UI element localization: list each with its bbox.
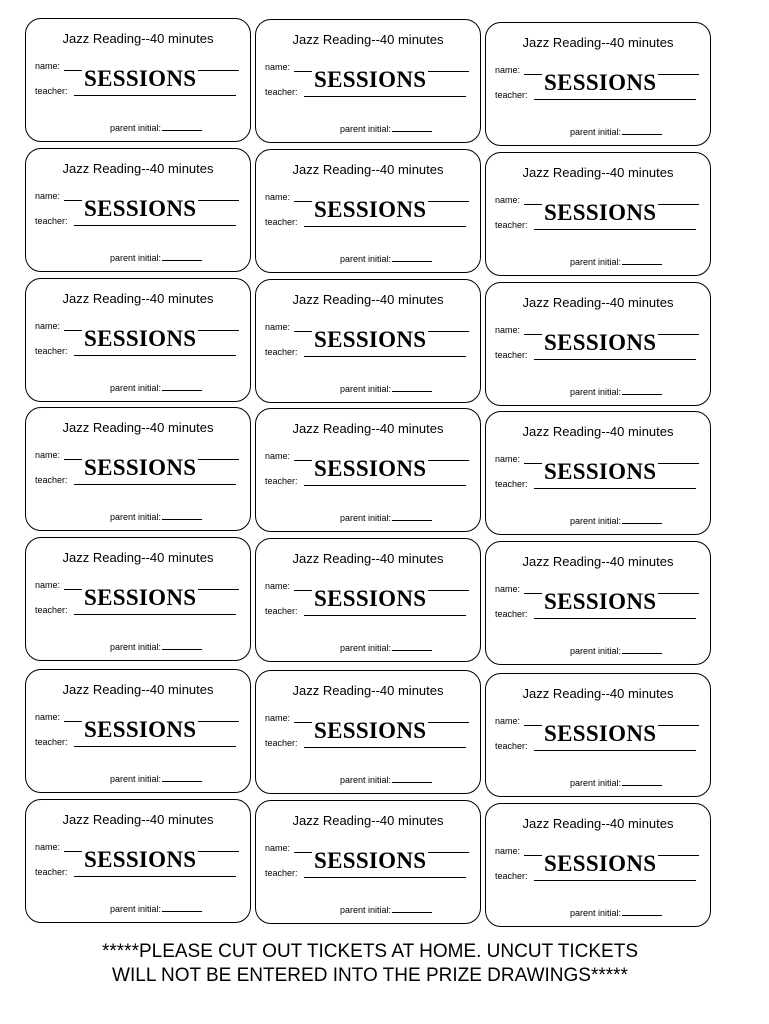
- parent-initial-row: [256, 384, 480, 394]
- sessions-stamp: SESSIONS: [84, 455, 197, 480]
- sessions-stamp: SESSIONS: [544, 330, 657, 355]
- reading-ticket: [25, 18, 251, 142]
- parent-initial-row: [256, 124, 480, 134]
- teacher-field-line[interactable]: [534, 618, 696, 619]
- teacher-field-line[interactable]: [534, 750, 696, 751]
- parent-initial-row: [486, 516, 710, 526]
- parent-initial-line[interactable]: [622, 653, 662, 654]
- name-label: name:: [265, 192, 291, 202]
- sessions-stamp: SESSIONS: [84, 196, 197, 221]
- reading-ticket: [25, 669, 251, 793]
- parent-initial-row: [26, 774, 250, 784]
- name-label: name:: [35, 580, 61, 590]
- parent-initial-row: [26, 383, 250, 393]
- teacher-label: teacher:: [495, 741, 528, 751]
- sessions-stamp: SESSIONS: [544, 459, 657, 484]
- sessions-stamp: SESSIONS: [314, 586, 427, 611]
- teacher-field-line[interactable]: [74, 355, 236, 356]
- teacher-label: teacher:: [265, 347, 298, 357]
- name-label: name:: [265, 451, 291, 461]
- ticket-title: Jazz Reading--40 minutes: [292, 292, 444, 307]
- parent-initial-line[interactable]: [392, 912, 432, 913]
- parent-initial-line[interactable]: [622, 134, 662, 135]
- sessions-stamp: SESSIONS: [544, 200, 657, 225]
- parent-initial-line[interactable]: [392, 131, 432, 132]
- sessions-stamp: SESSIONS: [84, 66, 197, 91]
- teacher-field-line[interactable]: [304, 226, 466, 227]
- parent-initial-line[interactable]: [162, 911, 202, 912]
- reading-ticket: [485, 282, 711, 406]
- parent-initial-line[interactable]: [622, 915, 662, 916]
- teacher-label: teacher:: [35, 867, 68, 877]
- ticket-title: Jazz Reading--40 minutes: [522, 165, 674, 180]
- parent-initial-label: parent initial:: [109, 123, 162, 133]
- parent-initial-row: [486, 387, 710, 397]
- parent-initial-line[interactable]: [392, 261, 432, 262]
- reading-ticket: [25, 278, 251, 402]
- sessions-stamp: SESSIONS: [544, 589, 657, 614]
- sessions-stamp: SESSIONS: [314, 197, 427, 222]
- parent-initial-row: [256, 513, 480, 523]
- ticket-title: Jazz Reading--40 minutes: [292, 683, 444, 698]
- teacher-field-line[interactable]: [304, 877, 466, 878]
- ticket-title: Jazz Reading--40 minutes: [62, 420, 214, 435]
- parent-initial-row: [256, 905, 480, 915]
- ticket-title: Jazz Reading--40 minutes: [62, 161, 214, 176]
- reading-ticket: [255, 538, 481, 662]
- reading-ticket: [255, 800, 481, 924]
- teacher-field-line[interactable]: [534, 488, 696, 489]
- reading-ticket: [485, 673, 711, 797]
- parent-initial-row: [26, 642, 250, 652]
- teacher-label: teacher:: [265, 217, 298, 227]
- parent-initial-line[interactable]: [162, 260, 202, 261]
- teacher-label: teacher:: [35, 346, 68, 356]
- parent-initial-row: [26, 123, 250, 133]
- ticket-title: Jazz Reading--40 minutes: [62, 812, 214, 827]
- name-label: name:: [265, 843, 291, 853]
- teacher-label: teacher:: [35, 216, 68, 226]
- parent-initial-line[interactable]: [162, 781, 202, 782]
- reading-ticket: [25, 799, 251, 923]
- teacher-label: teacher:: [265, 476, 298, 486]
- parent-initial-row: [486, 778, 710, 788]
- parent-initial-label: parent initial:: [339, 775, 392, 785]
- parent-initial-label: parent initial:: [339, 254, 392, 264]
- sessions-stamp: SESSIONS: [84, 326, 197, 351]
- name-label: name:: [265, 62, 291, 72]
- reading-ticket: [485, 152, 711, 276]
- parent-initial-row: [256, 643, 480, 653]
- reading-ticket: [25, 407, 251, 531]
- reading-ticket: [255, 149, 481, 273]
- teacher-field-line[interactable]: [304, 356, 466, 357]
- teacher-field-line[interactable]: [304, 615, 466, 616]
- parent-initial-line[interactable]: [392, 520, 432, 521]
- parent-initial-label: parent initial:: [109, 904, 162, 914]
- ticket-title: Jazz Reading--40 minutes: [292, 551, 444, 566]
- teacher-field-line[interactable]: [534, 99, 696, 100]
- parent-initial-label: parent initial:: [109, 383, 162, 393]
- parent-initial-row: [486, 908, 710, 918]
- parent-initial-label: parent initial:: [339, 124, 392, 134]
- teacher-field-line[interactable]: [74, 876, 236, 877]
- sessions-stamp: SESSIONS: [544, 70, 657, 95]
- name-label: name:: [35, 321, 61, 331]
- name-label: name:: [265, 713, 291, 723]
- ticket-title: Jazz Reading--40 minutes: [522, 816, 674, 831]
- parent-initial-label: parent initial:: [569, 127, 622, 137]
- cut-out-notice: *****PLEASE CUT OUT TICKETS AT HOME. UNCUT TICKETS WILL NOT BE ENTERED INTO THE PRIZE DRAWINGS*****: [102, 941, 638, 986]
- parent-initial-label: parent initial:: [339, 513, 392, 523]
- parent-initial-label: parent initial:: [569, 778, 622, 788]
- teacher-label: teacher:: [265, 738, 298, 748]
- name-label: name:: [265, 581, 291, 591]
- teacher-field-line[interactable]: [74, 746, 236, 747]
- parent-initial-line[interactable]: [162, 519, 202, 520]
- name-label: name:: [495, 846, 521, 856]
- name-label: name:: [35, 191, 61, 201]
- parent-initial-line[interactable]: [622, 264, 662, 265]
- sessions-stamp: SESSIONS: [314, 848, 427, 873]
- parent-initial-line[interactable]: [622, 523, 662, 524]
- reading-ticket: [485, 411, 711, 535]
- ticket-title: Jazz Reading--40 minutes: [522, 295, 674, 310]
- parent-initial-label: parent initial:: [109, 253, 162, 263]
- parent-initial-line[interactable]: [392, 391, 432, 392]
- parent-initial-line[interactable]: [162, 130, 202, 131]
- sessions-stamp: SESSIONS: [84, 717, 197, 742]
- name-label: name:: [495, 454, 521, 464]
- ticket-title: Jazz Reading--40 minutes: [522, 424, 674, 439]
- sessions-stamp: SESSIONS: [84, 847, 197, 872]
- teacher-label: teacher:: [495, 871, 528, 881]
- teacher-label: teacher:: [35, 475, 68, 485]
- name-label: name:: [495, 584, 521, 594]
- parent-initial-row: [26, 904, 250, 914]
- reading-ticket: [485, 803, 711, 927]
- reading-ticket: [255, 408, 481, 532]
- parent-initial-label: parent initial:: [339, 643, 392, 653]
- teacher-field-line[interactable]: [74, 484, 236, 485]
- parent-initial-label: parent initial:: [109, 774, 162, 784]
- parent-initial-row: [486, 646, 710, 656]
- name-label: name:: [35, 450, 61, 460]
- ticket-title: Jazz Reading--40 minutes: [522, 35, 674, 50]
- sessions-stamp: SESSIONS: [314, 327, 427, 352]
- sessions-stamp: SESSIONS: [544, 851, 657, 876]
- sessions-stamp: SESSIONS: [544, 721, 657, 746]
- name-label: name:: [35, 61, 61, 71]
- name-label: name:: [35, 842, 61, 852]
- teacher-field-line[interactable]: [74, 95, 236, 96]
- parent-initial-label: parent initial:: [569, 908, 622, 918]
- teacher-label: teacher:: [265, 606, 298, 616]
- teacher-field-line[interactable]: [304, 485, 466, 486]
- teacher-field-line[interactable]: [534, 359, 696, 360]
- teacher-label: teacher:: [495, 609, 528, 619]
- ticket-title: Jazz Reading--40 minutes: [292, 162, 444, 177]
- ticket-title: Jazz Reading--40 minutes: [62, 682, 214, 697]
- parent-initial-line[interactable]: [392, 782, 432, 783]
- parent-initial-line[interactable]: [392, 650, 432, 651]
- name-label: name:: [495, 65, 521, 75]
- name-label: name:: [35, 712, 61, 722]
- parent-initial-label: parent initial:: [339, 905, 392, 915]
- teacher-label: teacher:: [35, 605, 68, 615]
- reading-ticket: [255, 670, 481, 794]
- ticket-title: Jazz Reading--40 minutes: [522, 554, 674, 569]
- teacher-label: teacher:: [35, 86, 68, 96]
- teacher-field-line[interactable]: [74, 225, 236, 226]
- parent-initial-label: parent initial:: [339, 384, 392, 394]
- reading-ticket: [255, 19, 481, 143]
- teacher-field-line[interactable]: [304, 96, 466, 97]
- ticket-title: Jazz Reading--40 minutes: [522, 686, 674, 701]
- name-label: name:: [265, 322, 291, 332]
- reading-ticket: [485, 541, 711, 665]
- teacher-field-line[interactable]: [534, 229, 696, 230]
- parent-initial-label: parent initial:: [109, 642, 162, 652]
- ticket-title: Jazz Reading--40 minutes: [62, 550, 214, 565]
- teacher-label: teacher:: [35, 737, 68, 747]
- teacher-field-line[interactable]: [534, 880, 696, 881]
- parent-initial-row: [486, 257, 710, 267]
- parent-initial-row: [26, 512, 250, 522]
- teacher-label: teacher:: [495, 220, 528, 230]
- name-label: name:: [495, 325, 521, 335]
- name-label: name:: [495, 716, 521, 726]
- ticket-title: Jazz Reading--40 minutes: [62, 291, 214, 306]
- sessions-stamp: SESSIONS: [84, 585, 197, 610]
- parent-initial-line[interactable]: [622, 394, 662, 395]
- parent-initial-line[interactable]: [162, 649, 202, 650]
- sessions-stamp: SESSIONS: [314, 718, 427, 743]
- sessions-stamp: SESSIONS: [314, 67, 427, 92]
- parent-initial-line[interactable]: [162, 390, 202, 391]
- name-label: name:: [495, 195, 521, 205]
- parent-initial-label: parent initial:: [569, 646, 622, 656]
- parent-initial-line[interactable]: [622, 785, 662, 786]
- reading-ticket: [25, 537, 251, 661]
- ticket-title: Jazz Reading--40 minutes: [292, 813, 444, 828]
- parent-initial-row: [256, 254, 480, 264]
- reading-ticket: [255, 279, 481, 403]
- parent-initial-label: parent initial:: [109, 512, 162, 522]
- teacher-label: teacher:: [495, 479, 528, 489]
- parent-initial-label: parent initial:: [569, 516, 622, 526]
- parent-initial-label: parent initial:: [569, 257, 622, 267]
- teacher-label: teacher:: [495, 90, 528, 100]
- ticket-title: Jazz Reading--40 minutes: [62, 31, 214, 46]
- teacher-label: teacher:: [495, 350, 528, 360]
- teacher-label: teacher:: [265, 868, 298, 878]
- parent-initial-row: [486, 127, 710, 137]
- parent-initial-row: [256, 775, 480, 785]
- parent-initial-label: parent initial:: [569, 387, 622, 397]
- parent-initial-row: [26, 253, 250, 263]
- sessions-stamp: SESSIONS: [314, 456, 427, 481]
- ticket-title: Jazz Reading--40 minutes: [292, 32, 444, 47]
- teacher-field-line[interactable]: [74, 614, 236, 615]
- teacher-field-line[interactable]: [304, 747, 466, 748]
- teacher-label: teacher:: [265, 87, 298, 97]
- reading-ticket: [485, 22, 711, 146]
- reading-ticket: [25, 148, 251, 272]
- ticket-title: Jazz Reading--40 minutes: [292, 421, 444, 436]
